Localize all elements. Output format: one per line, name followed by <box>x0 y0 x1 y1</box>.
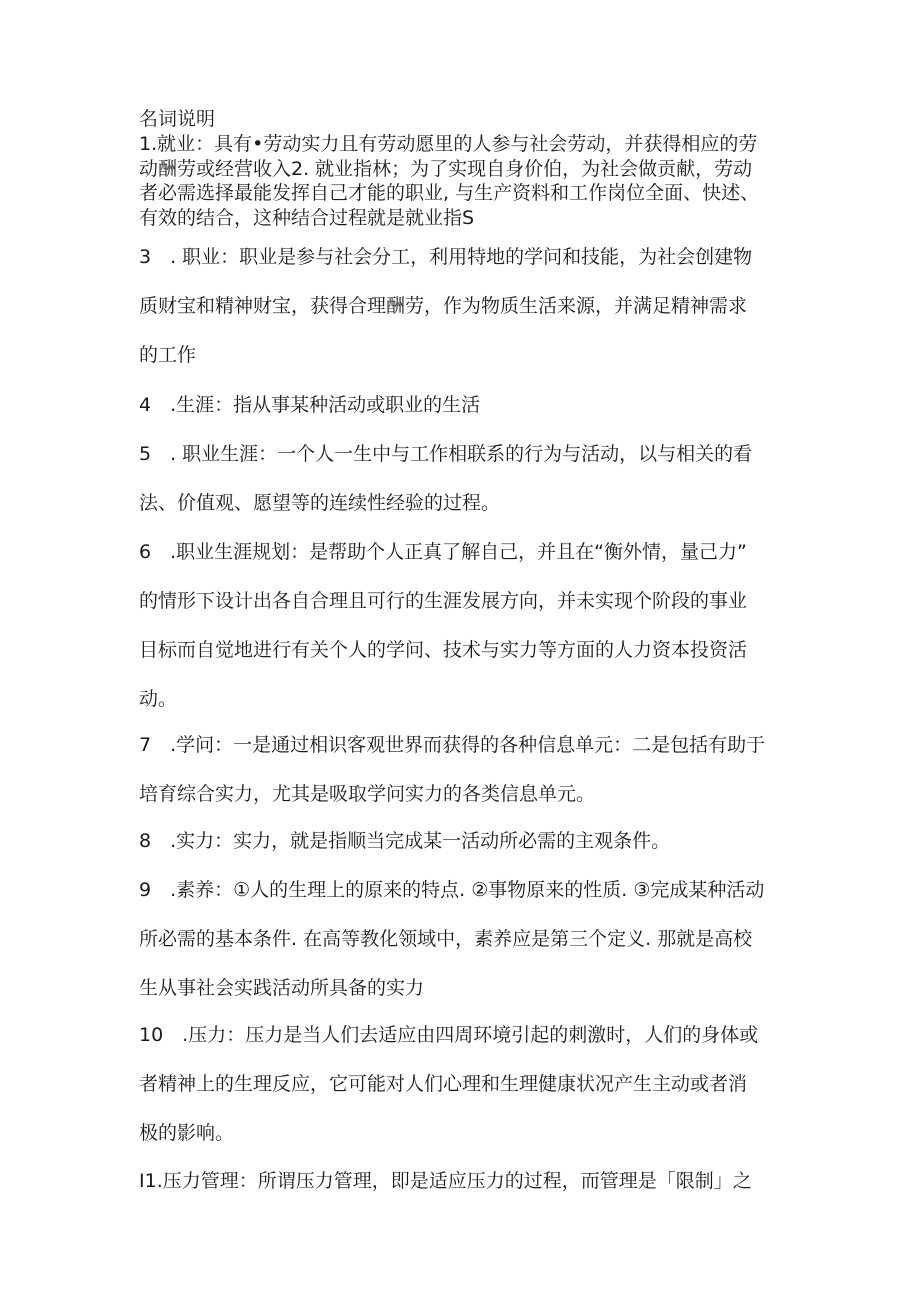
entry-line: 培育综合实力，尤其是吸取学问实力的各类信息单元。 <box>139 783 596 805</box>
definition-entry-4 <box>139 381 789 430</box>
entry-line: I1.压力管理：所谓压力管理，即是适应压力的过程，而管理是「限制」之 <box>139 1170 752 1192</box>
entry-line: 极的影响。 <box>139 1122 235 1144</box>
intro-line: 者必需选择最能发挥自己才能的职业, 与生产资料和工作岗位全面、快述、 <box>139 182 760 204</box>
entry-line: 6 .职业生涯规划：是帮助个人正真了解自己，并且在“衡外情，量己力” <box>139 541 747 563</box>
entry-line: 目标而自觉地进行有关个人的学问、技术与实力等方面的人力资本投资活 <box>139 639 748 661</box>
entry-line: 质财宝和精神财宝，获得合理酬劳，作为物质生活来源，并满足精神需求 <box>139 295 748 317</box>
intro-paragraph <box>139 132 799 230</box>
definition-entry-10 <box>139 1011 789 1158</box>
definition-entry-11 <box>139 1157 789 1206</box>
entry-line: 法、价值观、愿望等的连续性经验的过程。 <box>139 492 501 514</box>
entry-line: 5 . 职业生涯：一个人一生中与工作相联系的行为与活动，以与相关的看 <box>139 443 753 465</box>
entry-line: 10 .压力：压力是当人们去适应由四周环境引起的刺激时，人们的身体或 <box>139 1024 759 1046</box>
intro-line: 有效的结合，这种结合过程就是就业指S <box>139 206 475 229</box>
definition-entry-7 <box>139 721 789 819</box>
document-heading: 名词说明 <box>139 108 216 130</box>
definition-entry-3 <box>139 233 789 380</box>
entry-line: 的情形下设计出各自合理且可行的生涯发展方向，并未实现个阶段的事业 <box>139 590 748 612</box>
definition-entry-6 <box>139 528 789 724</box>
definition-entry-8 <box>139 817 789 866</box>
definition-entry-9 <box>139 866 789 1013</box>
entry-line: 8 .实力：实力，就是指顺当完成某一活动所必需的主观条件。 <box>139 830 671 852</box>
entry-line: 生从事社会实践活动所具备的实力 <box>139 977 425 999</box>
entry-line: 的工作 <box>139 344 197 366</box>
entry-line: 动。 <box>139 688 178 710</box>
intro-line: 动酬劳或经营收入2. 就业指林；为了实现自身价伯，为社会做贡献，劳动 <box>139 157 753 180</box>
intro-line: 1.就业：具有•劳动实力且有劳动愿里的人参与社会劳动，并获得相应的劳 <box>139 133 758 155</box>
entry-line: 7 .学问：一是通过相识客观世界而获得的各种信息单元：二是包括有助于 <box>139 734 766 756</box>
entry-line: 者精神上的生理反应，它可能对人们心理和生理健康状况产生主动或者消 <box>139 1073 748 1095</box>
entry-line: 所必需的基本条件. 在高等教化领域中，素养应是第三个定义. 那就是高校 <box>139 928 753 950</box>
entry-line: 3 . 职业：职业是参与社会分工，利用特地的学问和技能，为社会创建物 <box>139 246 753 268</box>
entry-line: 9 .素养：①人的生理上的原来的特点. ②事物原来的性质. ③完成某种活动 <box>139 879 765 901</box>
definition-entry-5 <box>139 430 789 528</box>
entry-line: 4 .生涯：指从事某种活动或职业的生活 <box>139 394 481 416</box>
